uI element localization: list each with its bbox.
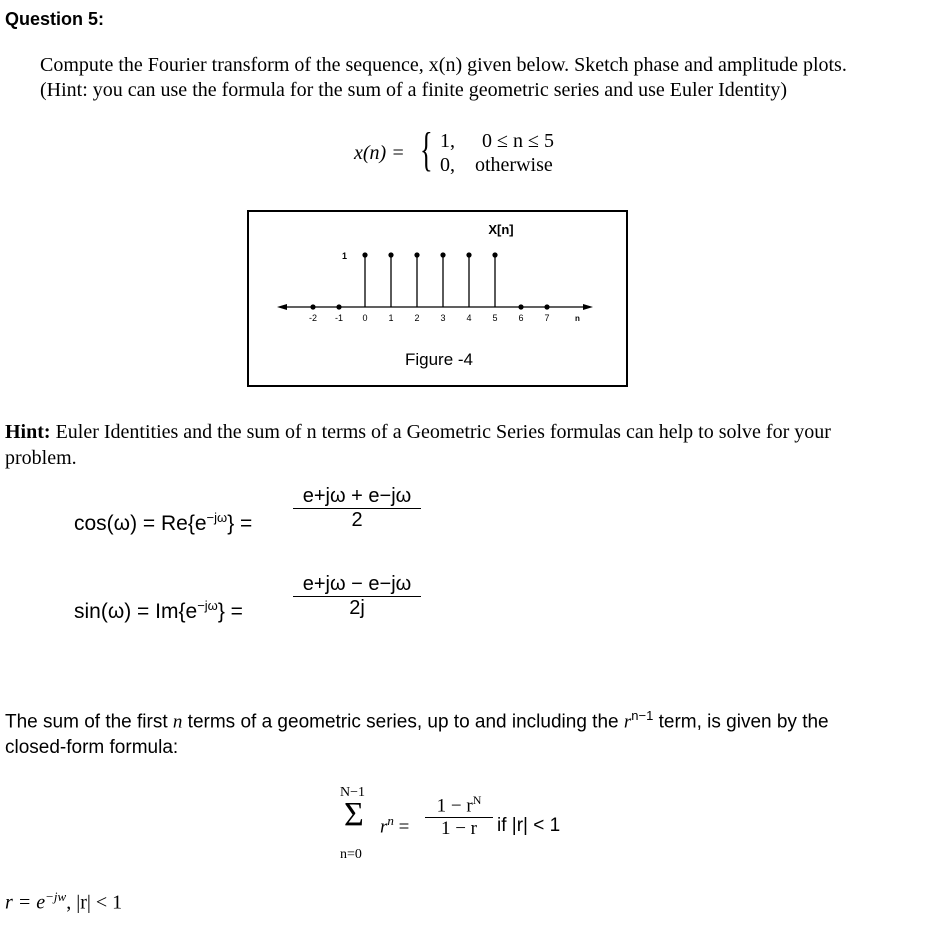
- tick-label: 1: [388, 313, 394, 323]
- hint-text: Euler Identities and the sum of n terms of a Geometric Series formulas can help to solve for your: [50, 421, 831, 443]
- tick-label: 0: [362, 313, 368, 323]
- stem-marker: [362, 252, 367, 257]
- stem-marker: [310, 304, 315, 309]
- question-title: Question 5:: [5, 9, 105, 29]
- sequence-lhs: x(n) =: [354, 142, 405, 164]
- geometric-intro-line1: The sum of the first n terms of a geometric series, up to and including the $r^{n-1}$ term, is given by the: [5, 708, 829, 733]
- sigma-symbol: Σ: [344, 796, 364, 833]
- tick-label: 3: [440, 313, 446, 323]
- substitution-note: $r = e^{-jw}$, |r| < 1: [5, 889, 123, 914]
- n-axis-left-arrow: [277, 304, 287, 310]
- figure-caption: Figure -4: [404, 350, 474, 369]
- case2-value: 0,: [440, 154, 455, 176]
- case1-condition: 0 ≤ n ≤ 5: [482, 130, 554, 152]
- sum-upper-limit: N−1: [340, 785, 366, 800]
- case1-value: 1,: [440, 130, 455, 152]
- sum-fraction: [425, 793, 493, 840]
- sum-numerator: $1 - r^N$: [436, 793, 482, 817]
- stem-marker: [466, 252, 471, 257]
- cos-denominator: 2: [351, 509, 363, 531]
- stem-marker: [518, 304, 523, 309]
- hint-line1: [5, 421, 831, 444]
- case2-condition: otherwise: [475, 154, 553, 176]
- stem-marker: [492, 252, 497, 257]
- sin-lhs: $\sin(\omega) = Im\{e^{-j\omega}\}$ =: [74, 598, 243, 623]
- sum-denominator: 1 − r: [440, 818, 478, 840]
- tick-label: 7: [544, 313, 550, 323]
- tick-label: -1: [334, 313, 344, 323]
- tick-label: 5: [492, 313, 498, 323]
- hint-line2: problem.: [5, 447, 77, 469]
- tick-label: -2: [308, 313, 318, 323]
- sin-fraction: [293, 573, 421, 620]
- problem-statement-line2: (Hint: you can use the formula for the sum of a finite geometric series and use Euler Identity): [40, 79, 787, 101]
- tick-label: 4: [466, 313, 472, 323]
- geometric-intro-line2: closed-form formula:: [5, 737, 179, 758]
- left-brace: {: [420, 123, 433, 176]
- problem-statement-line1: Compute the Fourier transform of the sequence, x(n) given below. Sketch phase and amplitude plots.: [40, 54, 847, 76]
- stem-marker: [544, 304, 549, 309]
- stem-marker: [388, 252, 393, 257]
- series-label: X[n]: [488, 222, 514, 237]
- cos-fraction: [293, 485, 421, 532]
- sin-numerator: e+jω − e−jω: [302, 573, 412, 595]
- convergence-condition: if |r| < 1: [497, 815, 561, 836]
- tick-label: 6: [518, 313, 524, 323]
- sin-denominator: 2j: [349, 597, 365, 619]
- axis-name-label: n: [575, 314, 580, 323]
- cos-lhs: $\cos(\omega) = Re\{e^{-j\omega}\}$ =: [74, 510, 253, 535]
- hint-label: Hint:: [5, 421, 51, 443]
- stem-marker: [336, 304, 341, 309]
- sum-lower-limit: n=0: [340, 847, 362, 862]
- stem-marker: [440, 252, 445, 257]
- n-axis-right-arrow: [583, 304, 593, 310]
- sum-term: $r^n$ =: [380, 813, 410, 838]
- stem-plot: [249, 212, 626, 385]
- cos-numerator: e+jω + e−jω: [302, 485, 412, 507]
- stem-marker: [414, 252, 419, 257]
- amplitude-tick-label: 1: [341, 251, 347, 261]
- stem-plot-figure: [247, 210, 628, 387]
- tick-label: 2: [414, 313, 420, 323]
